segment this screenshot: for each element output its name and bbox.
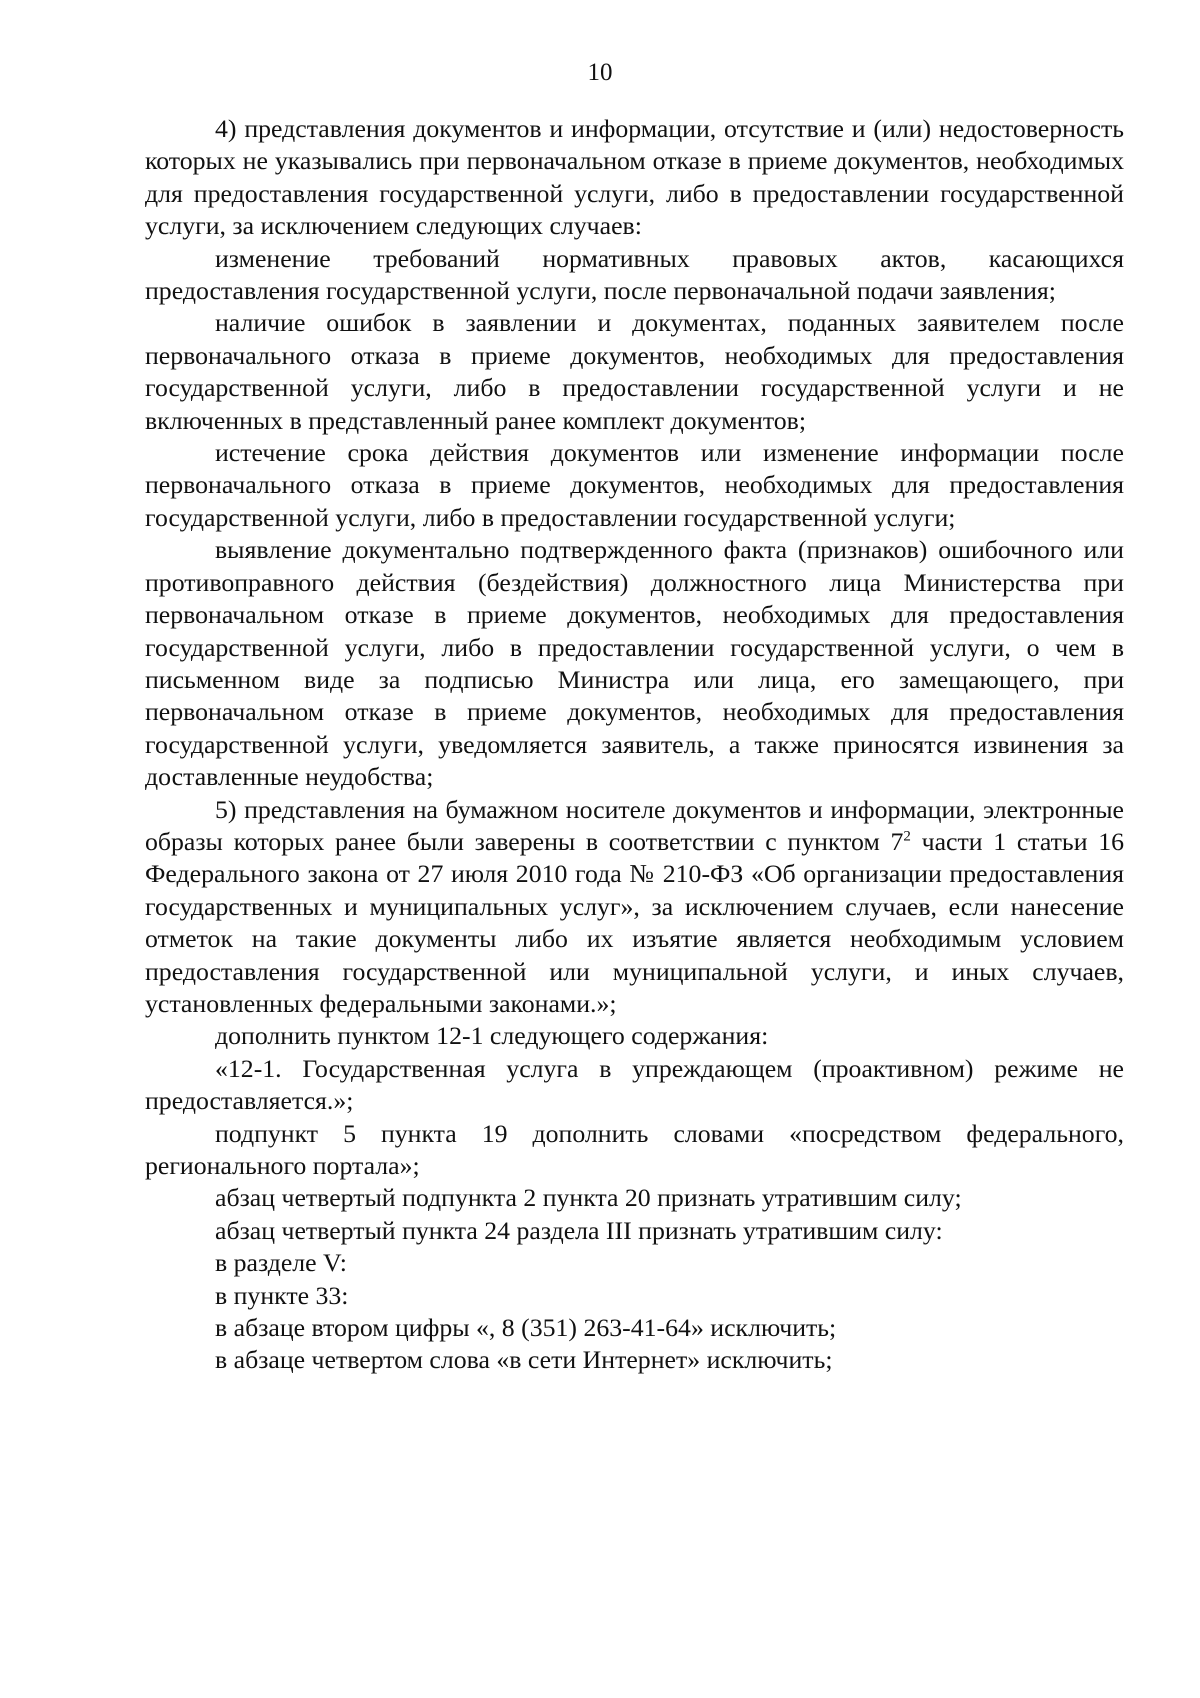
paragraph-item-33-fourth: в абзаце четвертом слова «в сети Интернет» исключить; bbox=[215, 1345, 833, 1375]
paragraph-item-24: абзац четвертый пункта 24 раздела III признать утратившим силу: bbox=[215, 1215, 943, 1245]
paragraph-item-5 bbox=[145, 794, 1124, 1021]
paragraph-exception-misconduct: выявление документально подтвержденного факта (признаков) ошибочного или противоправного действия (бездействия) должностного лица Министерства при первоначальном отказе в приеме документов, необходимых для предоставления государственной услуги, либо в предоставлении государственной услуги, о чем в письменном виде за подписью Министра или лица, его замещающего, при первоначальном отказе в приеме документов, необходимых для предоставления государственной услуги, уведомляется заявитель, а также приносятся извинения за доставленные неудобства; bbox=[145, 535, 1124, 792]
page-number: 10 bbox=[587, 59, 613, 86]
document-body bbox=[145, 113, 1124, 1377]
paragraph-add-12-1: дополнить пунктом 12-1 следующего содержания: bbox=[215, 1021, 769, 1051]
paragraph-exception-expiry: истечение срока действия документов или изменение информации после первоначального отказа в приеме документов, необходимых для предоставления государственной услуги, либо в предоставлении государственной услуги; bbox=[145, 438, 1124, 532]
paragraph-item-4: 4) представления документов и информации, отсутствие и (или) недостоверность которых не указывались при первоначальном отказе в приеме документов, необходимых для предоставления государственной услуги, либо в предоставлении государственной услуги, за исключением следующих случаев: bbox=[145, 114, 1124, 241]
paragraph-item-33-second: в абзаце втором цифры «, 8 (351) 263-41-64» исключить; bbox=[215, 1313, 837, 1343]
paragraph-item-5-end: части 1 статьи 16 Федерального закона от 27 июля 2010 года № 210-ФЗ «Об организации предоставления государственных и муниципальных услуг», за исключением случаев, если нанесение отметок на такие документы либо их изъятие является необходимым условием предоставления государственной или муниципальной услуги, и иных случаев, установленных федеральными законами.»; bbox=[145, 826, 1124, 1018]
paragraph-exception-requirements: изменение требований нормативных правовых актов, касающихся предоставления государственной услуги, после первоначальной подачи заявления; bbox=[145, 243, 1124, 306]
paragraph-item-20: абзац четвертый подпункта 2 пункта 20 признать утратившим силу; bbox=[215, 1183, 962, 1213]
paragraph-subitem-5-19: подпункт 5 пункта 19 дополнить словами «посредством федерального, регионального портала»; bbox=[145, 1118, 1124, 1180]
superscript: 2 bbox=[903, 828, 911, 845]
paragraph-12-1-text: «12-1. Государственная услуга в упреждающем (проактивном) режиме не предоставляется.»; bbox=[145, 1053, 1124, 1116]
paragraph-item-5-start: 5) представления на бумажном носителе документов и информации, электронные образы которых ранее были заверены в соответствии с пунктом 7 bbox=[145, 794, 1124, 856]
paragraph-section-v: в разделе V: bbox=[215, 1248, 347, 1278]
paragraph-item-33: в пункте 33: bbox=[215, 1280, 349, 1310]
paragraph-exception-errors: наличие ошибок в заявлении и документах, поданных заявителем после первоначального отказа в приеме документов, необходимых для предоставления государственной услуги, либо в предоставлении государственной услуги и не включенных в представленный ранее комплект документов; bbox=[145, 308, 1124, 435]
